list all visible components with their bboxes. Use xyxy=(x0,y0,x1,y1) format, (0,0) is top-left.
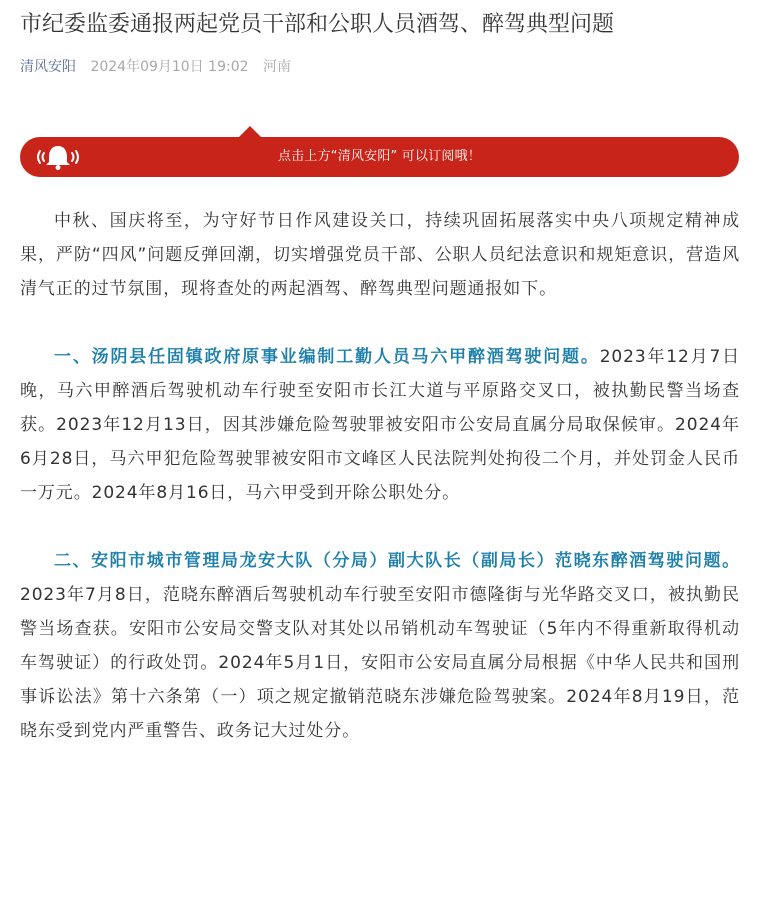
publish-date: 2024年09月10日 19:02 xyxy=(90,59,249,75)
banner-suffix: 可以订阅哦！ xyxy=(397,149,482,164)
article-title: 市纪委监委通报两起党员干部和公职人员酒驾、醉驾典型问题 xyxy=(20,12,615,37)
case-1-heading: 一、汤阴县任固镇政府原事业编制工勤人员马六甲醉酒驾驶问题。 xyxy=(54,347,600,367)
banner-account[interactable]: “清风安阳” xyxy=(330,149,398,164)
banner-prefix: 点击上方 xyxy=(277,149,331,164)
intro-paragraph: 中秋、国庆将至，为守好节日作风建设关口，持续巩固拓展落实中央八项规定精神成果，严防“四风”问题反弹回潮，切实增强党员干部、公职人员纪法意识和规矩意识，营造风清气正的过节氛围，现将查处的两起酒驾、醉驾典型问题通报如下。 xyxy=(20,211,740,299)
case-2-heading: 二、安阳市城市管理局龙安大队（分局）副大队长（副局长）范晓东醉酒驾驶问题。 xyxy=(54,551,740,571)
publish-location: 河南 xyxy=(262,59,291,75)
case-1-text: 2023年12月7日晚，马六甲醉酒后驾驶机动车行驶至安阳市长江大道与平原路交叉口，被执勤民警当场查获。2023年12月13日，因其涉嫌危险驾驶罪被安阳市公安局直属分局取保候审。2024年6月28日，马六甲犯危险驾驶罪被安阳市文峰区人民法院判处拘役二个月，并处罚金人民币一万元。2024年8月16日，马六甲受到开除公职处分。 xyxy=(20,347,740,503)
case-2-paragraph xyxy=(20,544,740,748)
author-link[interactable]: 清风安阳 xyxy=(20,59,76,75)
subscribe-banner[interactable] xyxy=(20,137,739,177)
article-body xyxy=(20,204,740,748)
article-meta xyxy=(20,56,291,78)
case-2-text: 2023年7月8日，范晓东醉酒后驾驶机动车行驶至安阳市德隆街与光华路交叉口，被执勤民警当场查获。安阳市公安局交警支队对其处以吊销机动车驾驶证（5年内不得重新取得机动车驾驶证）的行政处罚。2024年5月1日，安阳市公安局直属分局根据《中华人民共和国刑事诉讼法》第十六条第（一）项之规定撤销范晓东涉嫌危险驾驶案。2024年8月19日，范晓东受到党内严重警告、政务记大过处分。 xyxy=(20,585,740,741)
case-1-paragraph xyxy=(20,340,740,510)
banner-text xyxy=(20,137,739,177)
